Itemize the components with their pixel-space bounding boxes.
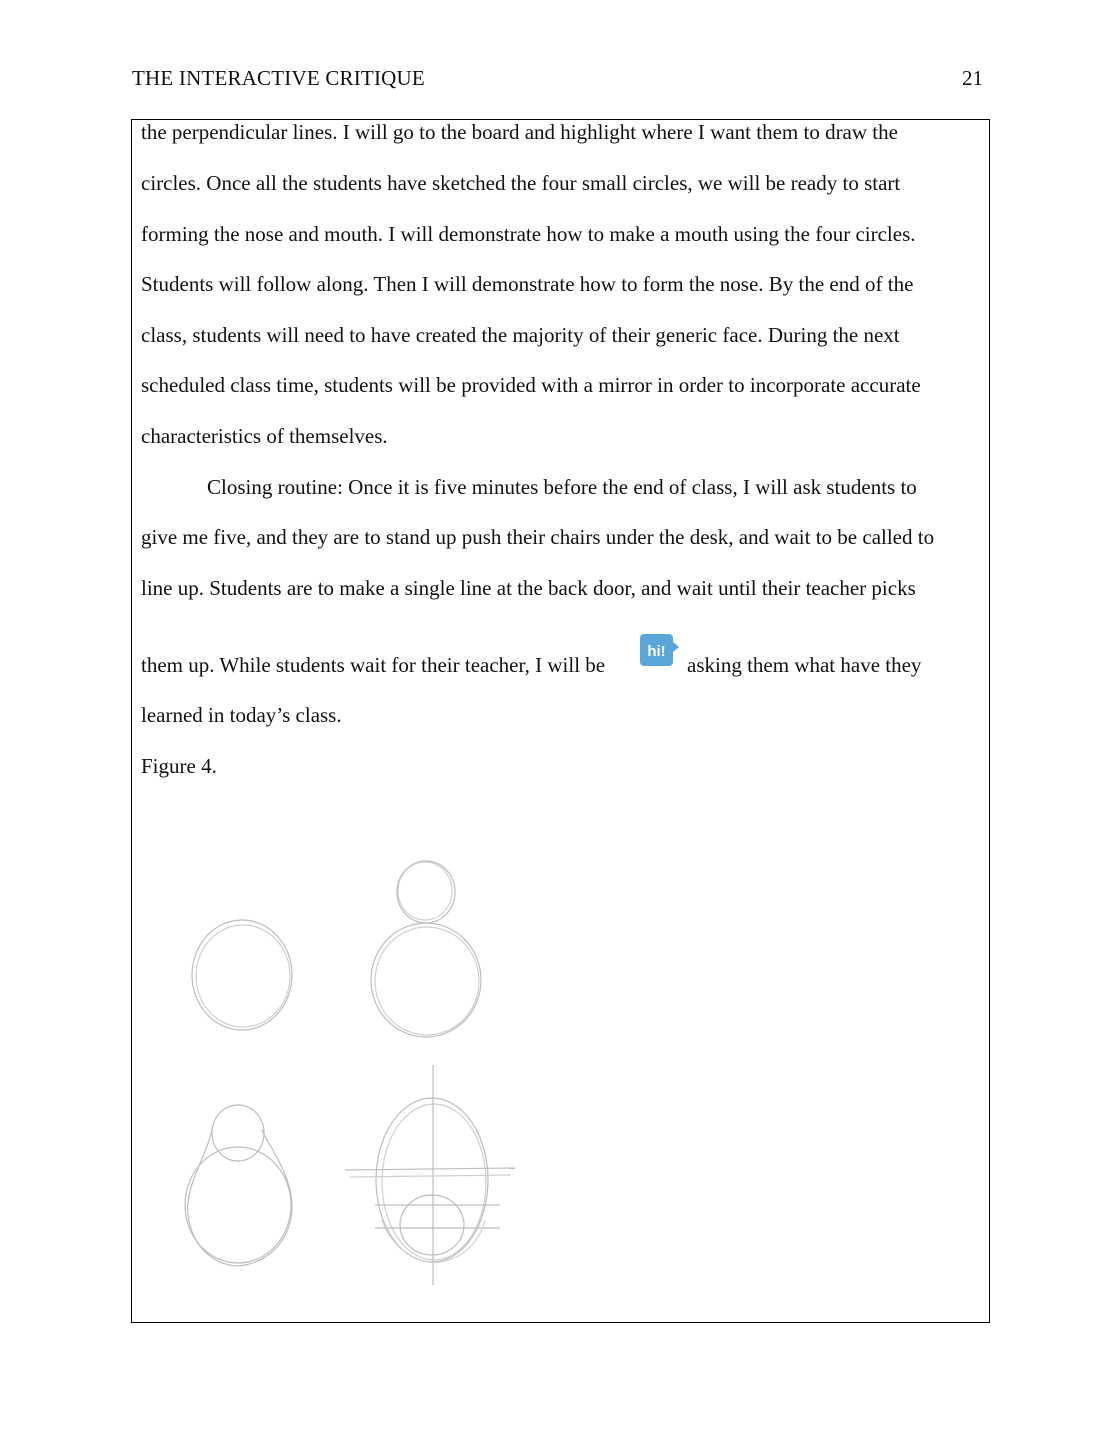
text-line: give me five, and they are to stand up push their chairs under the desk, and wait to be called to	[141, 525, 935, 549]
sketch-head-guidelines	[345, 1065, 515, 1285]
text-line: the perpendicular lines. I will go to the board and highlight where I want them to draw the	[141, 120, 898, 144]
hi-comment-badge[interactable]	[640, 634, 674, 666]
running-head: THE INTERACTIVE CRITIQUE	[132, 66, 425, 90]
text-line: line up. Students are to make a single line at the back door, and wait until their teacher picks	[141, 576, 916, 600]
figure-caption: Figure 4.	[141, 754, 217, 778]
sketch-circle-single	[192, 920, 292, 1030]
text-line: class, students will need to have created the majority of their generic face. During the next	[141, 323, 900, 347]
text-line: them up. While students wait for their teacher, I will be	[141, 653, 606, 677]
text-line: learned in today’s class.	[141, 703, 342, 727]
text-line: Students will follow along. Then I will demonstrate how to form the nose. By the end of the	[141, 272, 914, 296]
chat-bubble-icon	[640, 634, 680, 668]
text-line: asking them what have they	[687, 653, 922, 677]
sketch-egg-with-circles	[185, 1105, 292, 1266]
text-line: forming the nose and mouth. I will demonstrate how to make a mouth using the four circles.	[141, 222, 916, 246]
badge-label: hi!	[647, 643, 666, 660]
text-line: circles. Once all the students have sketched the four small circles, we will be ready to start	[141, 171, 901, 195]
text-line-indented: Closing routine: Once it is five minutes before the end of class, I will ask students to	[207, 475, 917, 499]
figure-4-pencil-sketch	[150, 800, 570, 1300]
text-line: scheduled class time, students will be provided with a mirror in order to incorporate accurate	[141, 373, 921, 397]
page-number: 21	[962, 66, 983, 90]
text-line: characteristics of themselves.	[141, 424, 388, 448]
sketch-stacked-circles	[371, 861, 481, 1037]
